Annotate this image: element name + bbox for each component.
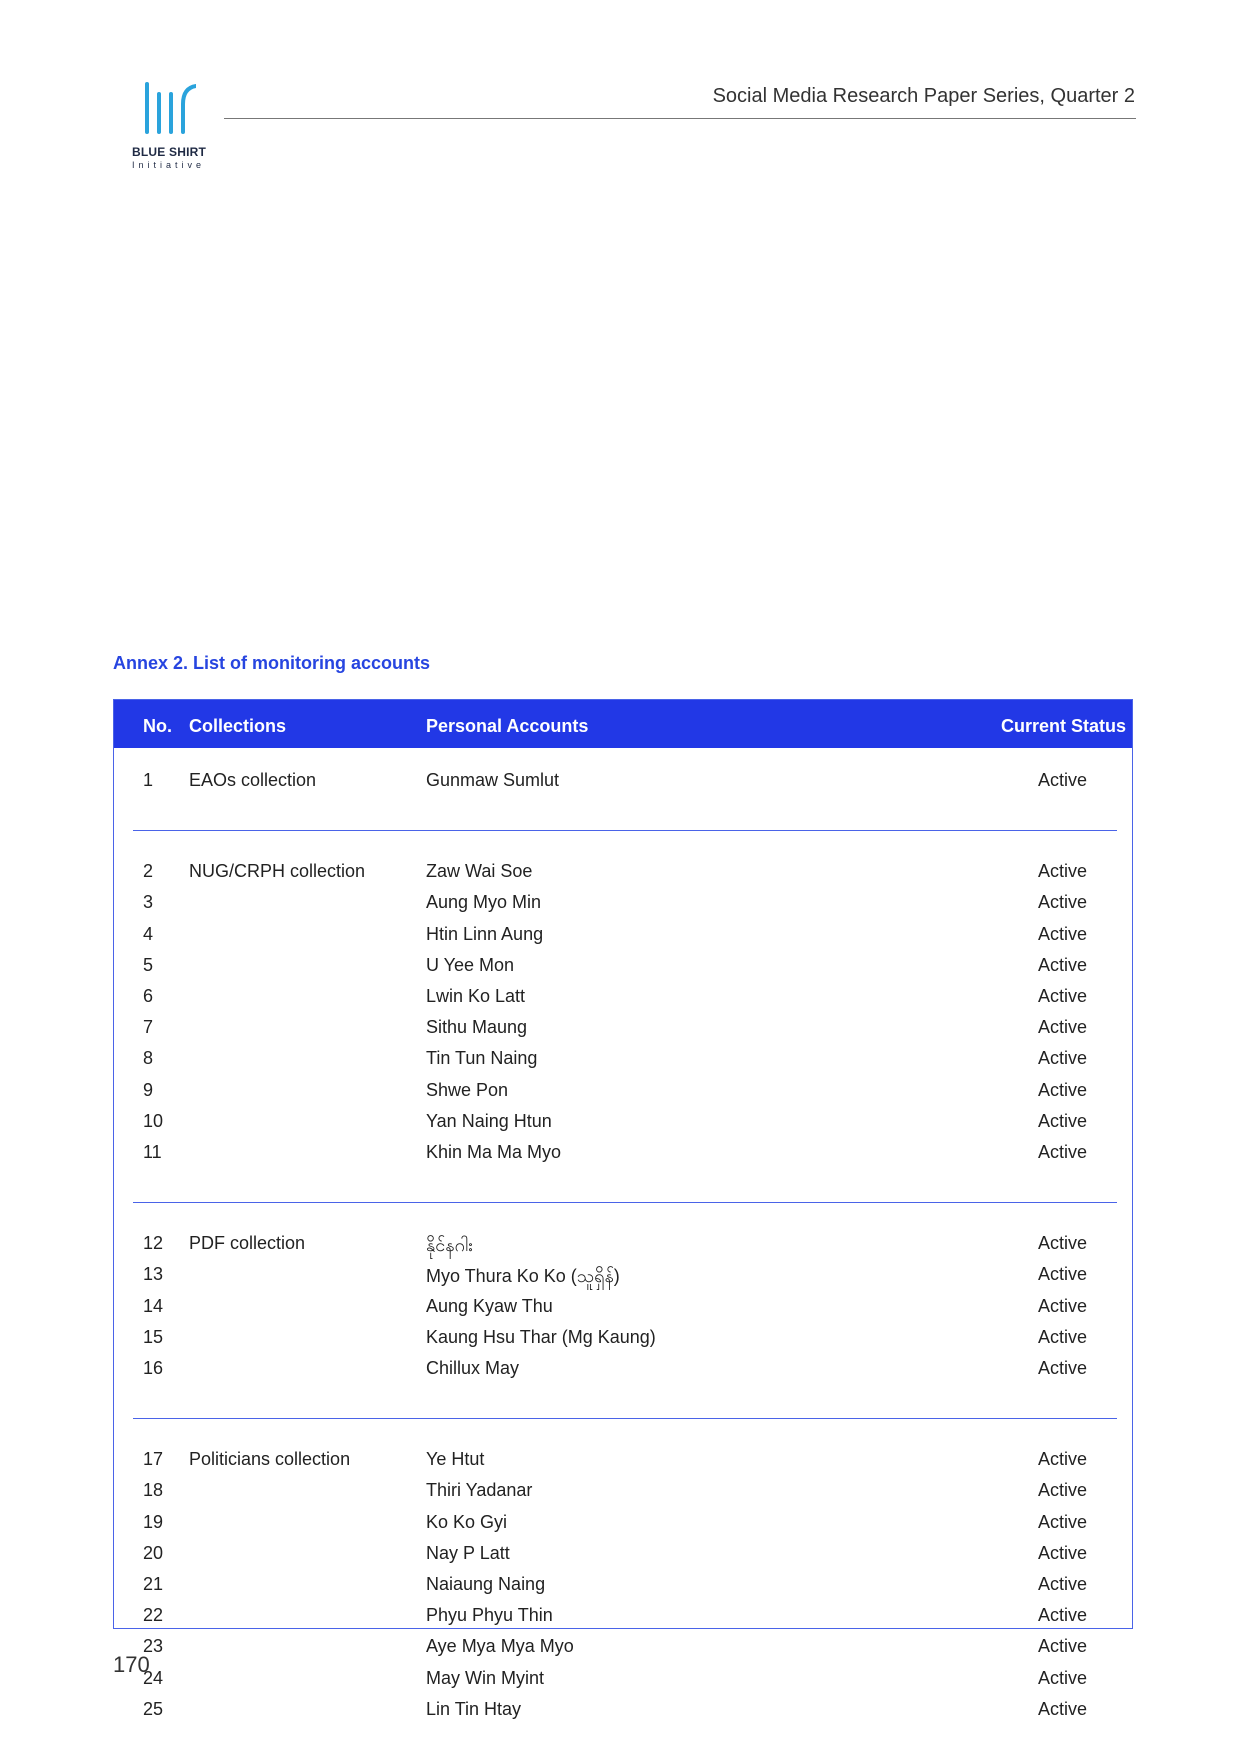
row-number: 19 [143, 1512, 164, 1532]
status-value: Active [1037, 1142, 1087, 1162]
personal-account: Ye Htut [426, 1449, 485, 1469]
group-separator [133, 1418, 1117, 1419]
row-number: 14 [143, 1296, 164, 1316]
status-value: Active [1037, 1480, 1087, 1500]
personal-account: Aung Kyaw Thu [426, 1296, 553, 1316]
table-row [114, 1264, 1132, 1290]
row-number: 12 [143, 1233, 164, 1253]
personal-account: Nay P Latt [426, 1543, 510, 1563]
row-number: 24 [143, 1668, 164, 1688]
table-row [114, 1017, 1132, 1043]
status-value: Active [1037, 861, 1087, 881]
table-row [114, 1480, 1132, 1506]
table-row [114, 892, 1132, 918]
status-value: Active [1037, 1512, 1087, 1532]
personal-account: Gunmaw Sumlut [426, 770, 560, 790]
personal-account: Yan Naing Htun [426, 1111, 552, 1131]
personal-account: Ko Ko Gyi [426, 1512, 508, 1532]
collection-name: PDF collection [189, 1233, 306, 1253]
table-row [114, 1574, 1132, 1600]
table-row [114, 1080, 1132, 1106]
row-number: 3 [143, 892, 154, 912]
row-number: 8 [143, 1048, 154, 1068]
personal-account: Aung Myo Min [426, 892, 542, 912]
blue-shirt-logo [112, 80, 224, 176]
personal-account: Sithu Maung [426, 1017, 528, 1037]
table-row [114, 1636, 1132, 1662]
row-number: 5 [143, 955, 154, 975]
status-value: Active [1037, 1543, 1087, 1563]
table-row [114, 1327, 1132, 1353]
status-value: Active [1037, 1358, 1087, 1378]
header-rule [113, 118, 1136, 119]
logo-subtitle: Initiative [132, 160, 206, 170]
annex-title: Annex 2. List of monitoring accounts [113, 653, 431, 673]
personal-account: Thiri Yadanar [426, 1480, 533, 1500]
logo-name: BLUE SHIRT [132, 145, 206, 159]
row-number: 9 [143, 1080, 154, 1100]
row-number: 13 [143, 1264, 164, 1284]
row-number: 18 [143, 1480, 164, 1500]
personal-account: နိုင်နဂါး [426, 1235, 473, 1255]
personal-account: Myo Thura Ko Ko (သူရှိန်) [426, 1266, 620, 1286]
personal-account: Zaw Wai Soe [426, 861, 533, 881]
table-row [114, 1605, 1132, 1631]
personal-account: Khin Ma Ma Myo [426, 1142, 562, 1162]
row-number: 1 [143, 770, 154, 790]
table-row [114, 1142, 1132, 1168]
row-number: 15 [143, 1327, 164, 1347]
personal-account: Htin Linn Aung [426, 924, 544, 944]
status-value: Active [1037, 1017, 1087, 1037]
table-row [114, 1296, 1132, 1322]
row-number: 21 [143, 1574, 164, 1594]
table-row [114, 1449, 1132, 1475]
table-row [114, 1048, 1132, 1074]
table-row [114, 1358, 1132, 1384]
status-value: Active [1037, 1233, 1087, 1253]
status-value: Active [1037, 770, 1087, 790]
row-number: 10 [143, 1111, 164, 1131]
status-value: Active [1037, 1574, 1087, 1594]
table-row [114, 1111, 1132, 1137]
header-collections: Collections [189, 716, 287, 736]
header-no: No. [143, 716, 172, 736]
status-value: Active [1037, 924, 1087, 944]
status-value: Active [1037, 1605, 1087, 1625]
series-title: Social Media Research Paper Series, Quarter 2 [712, 85, 1135, 107]
personal-account: U Yee Mon [426, 955, 515, 975]
row-number: 11 [143, 1142, 162, 1162]
status-value: Active [1037, 892, 1087, 912]
status-value: Active [1037, 1080, 1087, 1100]
row-number: 2 [143, 861, 154, 881]
status-value: Active [1037, 1327, 1087, 1347]
status-value: Active [1037, 1636, 1087, 1656]
personal-account: Tin Tun Naing [426, 1048, 538, 1068]
row-number: 6 [143, 986, 154, 1006]
status-value: Active [1037, 1111, 1087, 1131]
row-number: 25 [143, 1699, 164, 1719]
collection-name: NUG/CRPH collection [189, 861, 366, 881]
status-value: Active [1037, 955, 1087, 975]
table-row [114, 924, 1132, 950]
status-value: Active [1037, 1296, 1087, 1316]
status-value: Active [1037, 986, 1087, 1006]
table-row [114, 1512, 1132, 1538]
personal-account: Lwin Ko Latt [426, 986, 526, 1006]
group-separator [133, 1202, 1117, 1203]
personal-account: Naiaung Naing [426, 1574, 546, 1594]
table-row [114, 861, 1132, 887]
personal-account: Phyu Phyu Thin [426, 1605, 553, 1625]
row-number: 22 [143, 1605, 164, 1625]
personal-account: Aye Mya Mya Myo [426, 1636, 574, 1656]
row-number: 16 [143, 1358, 164, 1378]
row-number: 17 [143, 1449, 164, 1469]
group-separator [133, 830, 1117, 831]
collection-name: EAOs collection [189, 770, 317, 790]
status-value: Active [1037, 1048, 1087, 1068]
logo-mark-icon [140, 80, 196, 140]
row-number: 7 [143, 1017, 154, 1037]
status-value: Active [1037, 1699, 1087, 1719]
status-value: Active [1037, 1668, 1087, 1688]
table-header [114, 700, 1132, 748]
personal-account: May Win Myint [426, 1668, 545, 1688]
row-number: 20 [143, 1543, 164, 1563]
personal-account: Kaung Hsu Thar (Mg Kaung) [426, 1327, 656, 1347]
table-row [114, 1699, 1132, 1725]
row-number: 23 [143, 1636, 164, 1656]
personal-account: Lin Tin Htay [426, 1699, 522, 1719]
header-personal-accounts: Personal Accounts [426, 716, 589, 736]
page-number: 170 [113, 1652, 150, 1677]
status-value: Active [1037, 1449, 1087, 1469]
header-current-status: Current Status [1000, 716, 1126, 736]
table-row [114, 1668, 1132, 1694]
table-row [114, 1543, 1132, 1569]
personal-account: Shwe Pon [426, 1080, 509, 1100]
table-row [114, 1233, 1132, 1259]
status-value: Active [1037, 1264, 1087, 1284]
table-row [114, 986, 1132, 1012]
collection-name: Politicians collection [189, 1449, 351, 1469]
table-row [114, 955, 1132, 981]
row-number: 4 [143, 924, 154, 944]
table-row [114, 770, 1132, 796]
personal-account: Chillux May [426, 1358, 520, 1378]
